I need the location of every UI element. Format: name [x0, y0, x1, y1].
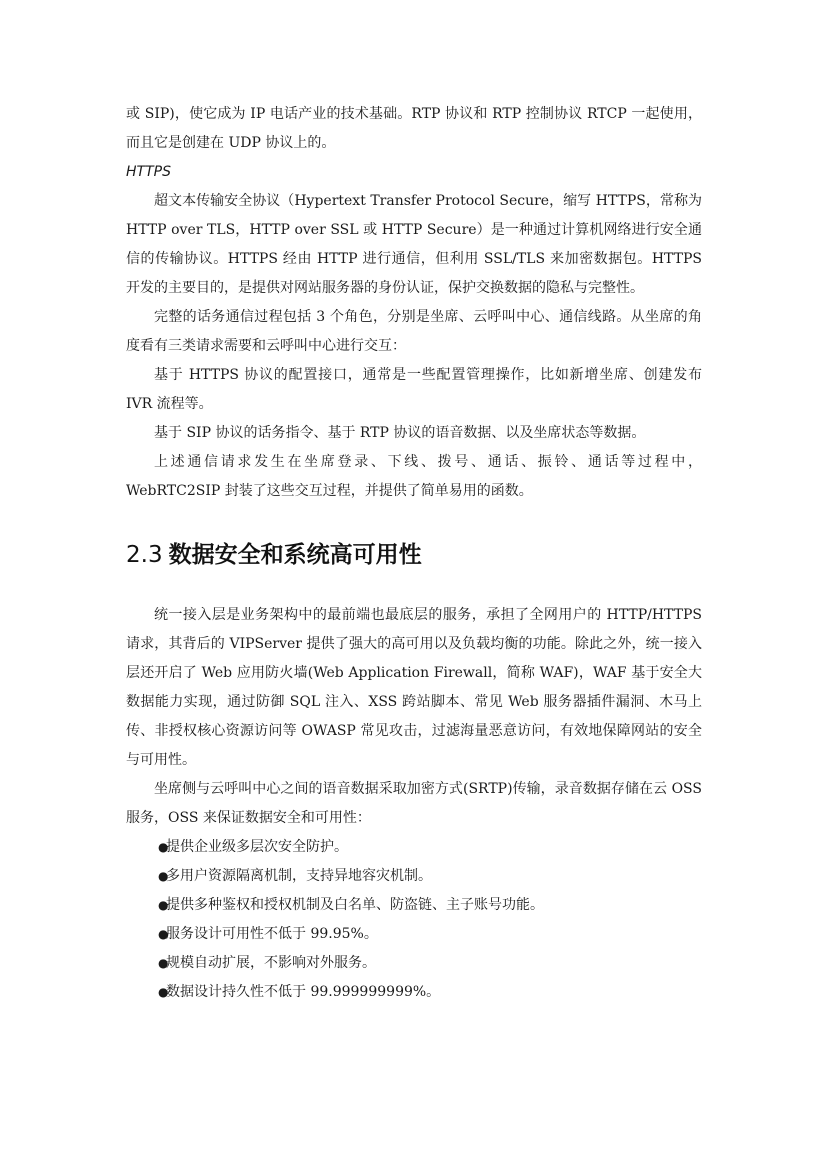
bullet-icon: ●: [158, 898, 169, 912]
body-paragraph: 基于 SIP 协议的话务指令、基于 RTP 协议的语音数据、以及坐席状态等数据。: [154, 425, 646, 441]
bullet-icon: ●: [158, 956, 169, 970]
bullet-list: [126, 833, 702, 1007]
list-item-text: 数据设计持久性不低于 99.999999999%。: [166, 984, 441, 1000]
list-item: [126, 862, 702, 891]
list-item: [126, 891, 702, 920]
body-paragraph: 统一接入层是业务架构中的最前端也最底层的服务，承担了全网用户的 HTTP/HTTPS 请求，其背后的 VIPServer 提供了强大的高可用以及负载均衡的功能。除此之外，统一接入层还开启了 Web 应用防火墙(Web Application Firewall，简称 WAF)，WAF 基于安全大数据能力实现，通过防御 SQL 注入、XSS 跨站脚本、常见 Web 服务器插件漏洞、木马上传、非授权核心资源访问等 OWASP 常见攻击，过滤海量恶意访问，有效地保障网站的安全与可用性。: [126, 607, 702, 768]
list-item: [126, 833, 702, 862]
list-item: [126, 920, 702, 949]
bullet-icon: ●: [158, 869, 169, 883]
https-subheading: HTTPS: [126, 164, 171, 180]
list-item-text: 提供多种鉴权和授权机制及白名单、防盗链、主子账号功能。: [166, 897, 544, 913]
body-paragraph: 完整的话务通信过程包括 3 个角色，分别是坐席、云呼叫中心、通信线路。从坐席的角度看有三类请求需要和云呼叫中心进行交互：: [126, 309, 702, 354]
section-number: 2.3: [126, 542, 163, 568]
body-paragraph: 基于 HTTPS 协议的配置接口，通常是一些配置管理操作，比如新增坐席、创建发布 IVR 流程等。: [126, 367, 702, 412]
bullet-icon: ●: [158, 840, 169, 854]
list-item-text: 规模自动扩展，不影响对外服务。: [166, 955, 376, 971]
list-item: [126, 949, 702, 978]
bullet-icon: ●: [158, 985, 169, 999]
list-item-text: 服务设计可用性不低于 99.95%。: [166, 926, 378, 942]
list-item-text: 多用户资源隔离机制，支持异地容灾机制。: [166, 868, 432, 884]
body-paragraph: 超文本传输安全协议（Hypertext Transfer Protocol Secure，缩写 HTTPS，常称为 HTTP over TLS，HTTP over SSL 或 HTTP Secure）是一种通过计算机网络进行安全通信的传输协议。HTTPS 经由 HTTP 进行通信，但利用 SSL/TLS 来加密数据包。HTTPS 开发的主要目的，是提供对网站服务器的身份认证，保护交换数据的隐私与完整性。: [126, 193, 702, 296]
list-item-text: 提供企业级多层次安全防护。: [166, 839, 348, 855]
body-paragraph: 或 SIP)，使它成为 IP 电话产业的技术基础。RTP 协议和 RTP 控制协议 RTCP 一起使用，而且它是创建在 UDP 协议上的。: [126, 106, 702, 151]
body-paragraph: 坐席侧与云呼叫中心之间的语音数据采取加密方式(SRTP)传输，录音数据存储在云 OSS 服务，OSS 来保证数据安全和可用性：: [126, 781, 702, 826]
list-item: [126, 978, 702, 1007]
section-heading: [126, 535, 702, 575]
body-paragraph: 上述通信请求发生在坐席登录、下线、拨号、通话、振铃、通话等过程中，WebRTC2SIP 封装了这些交互过程，并提供了简单易用的函数。: [126, 454, 702, 499]
bullet-icon: ●: [158, 927, 169, 941]
page-content: [126, 100, 702, 1007]
section-title: 数据安全和系统高可用性: [168, 542, 422, 568]
